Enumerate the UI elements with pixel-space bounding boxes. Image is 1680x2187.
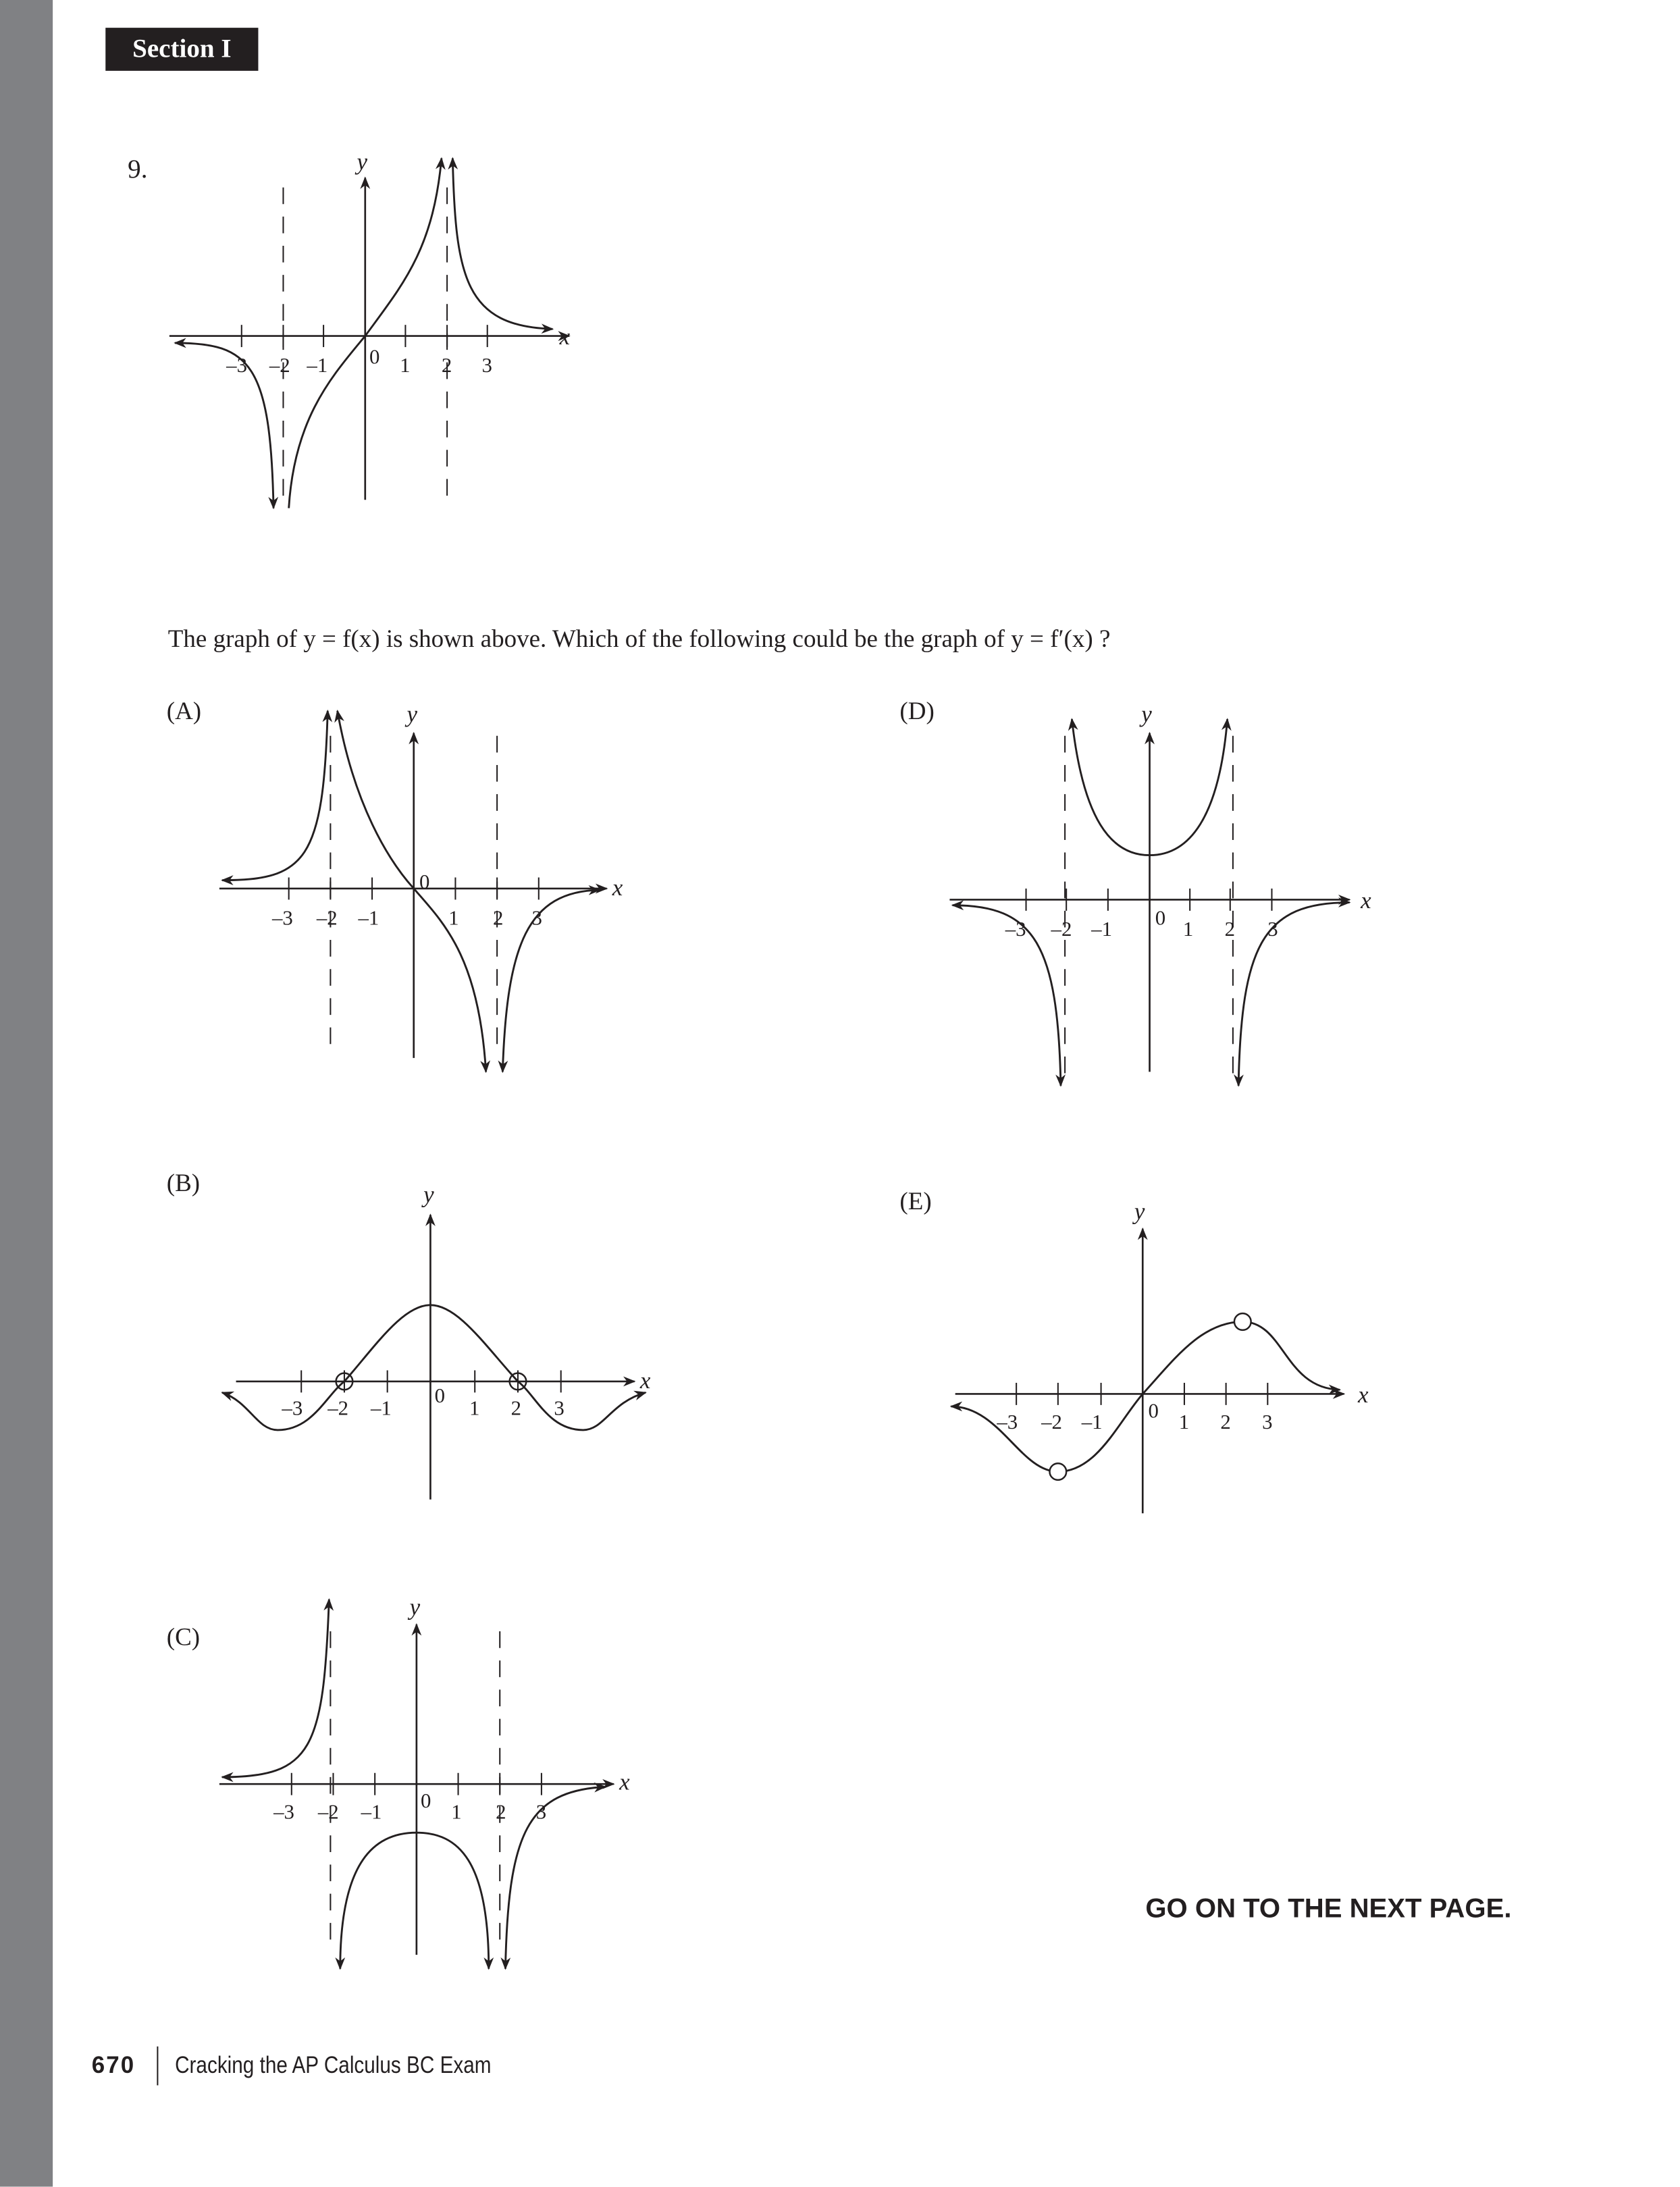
minimum-point-marker [1049, 1463, 1066, 1480]
axis-label: x [1361, 887, 1371, 914]
tick-label: –1 [307, 354, 328, 377]
axis-label: 1 [1182, 917, 1194, 941]
axis-label: 1 [469, 1396, 480, 1420]
tick-label: 3 [481, 354, 492, 377]
axis-label: 2 [496, 1800, 506, 1824]
function-curve [505, 1787, 605, 1968]
option-c-label: (C) [166, 1623, 201, 1651]
axis-label: –3 [273, 1800, 294, 1824]
axis-label: 3 [531, 906, 542, 930]
axis-label: –1 [1091, 917, 1113, 941]
axis-label: –2 [1051, 917, 1072, 941]
axis-label: 0 [1148, 1399, 1159, 1423]
axis-label: –2 [1041, 1410, 1062, 1433]
axis-label: –3 [997, 1410, 1018, 1433]
option-a-label: (A) [166, 697, 202, 725]
axis-label: –3 [272, 906, 293, 930]
function-curve [340, 1833, 489, 1969]
axis-label: 2 [492, 906, 504, 930]
function-curve [222, 1600, 329, 1777]
curve-left [175, 343, 273, 508]
graph-option-e[interactable] [951, 1198, 1368, 1513]
maximum-point-marker [1234, 1313, 1251, 1330]
axis-label: –1 [361, 1800, 382, 1824]
function-curve [502, 890, 600, 1072]
axis-label: 2 [1224, 917, 1235, 941]
axis-label: 0 [421, 1789, 431, 1813]
x-label: x [559, 323, 571, 350]
question-text: The graph of y = f(x) is shown above. Which of the following could be the graph of y = f′(x) ? [167, 625, 1111, 653]
y-label: y [357, 148, 367, 175]
tick-label: –3 [226, 354, 247, 377]
axis-label: 0 [1155, 906, 1166, 930]
axis-label: –2 [317, 1800, 339, 1824]
page-number: 670 [91, 2052, 136, 2079]
axis-label: 1 [1178, 1410, 1190, 1433]
graph-option-d[interactable] [949, 701, 1371, 1086]
curve-right [452, 158, 552, 329]
axis-label: x [639, 1367, 651, 1394]
axis-label: y [409, 1593, 421, 1621]
axis-label: –1 [371, 1396, 392, 1420]
axis-label: 3 [535, 1800, 547, 1824]
axis-label: 1 [448, 906, 459, 930]
tick-label: 2 [441, 354, 452, 377]
axis-label: x [1357, 1381, 1369, 1408]
function-curve [951, 1322, 1340, 1472]
axis-label: 1 [451, 1800, 462, 1824]
tick-label: –2 [269, 354, 290, 377]
axis-label: 3 [1267, 917, 1278, 941]
axis-label: x [612, 874, 623, 901]
graph-option-c[interactable] [219, 1593, 630, 1968]
axis-label: 2 [510, 1396, 522, 1420]
axis-label: –2 [327, 1396, 349, 1420]
axis-label: y [406, 701, 417, 728]
axis-label: –3 [1005, 917, 1026, 941]
question-number: 9. [128, 155, 148, 185]
tick-label: 1 [400, 354, 411, 377]
axis-label: –2 [316, 906, 338, 930]
function-curve [338, 711, 486, 1072]
axis-label: 2 [1220, 1410, 1231, 1433]
origin-label: 0 [369, 345, 380, 369]
option-b-label: (B) [166, 1169, 201, 1197]
axis-label: 3 [1262, 1410, 1273, 1433]
option-d-label: (D) [899, 697, 935, 725]
axis-label: y [423, 1181, 434, 1208]
graph-option-a[interactable] [219, 701, 623, 1072]
axis-label: 3 [554, 1396, 565, 1420]
footer-divider [157, 2047, 158, 2086]
axis-label: –3 [282, 1396, 303, 1420]
axis-label: y [1141, 701, 1152, 728]
graph-f [169, 149, 571, 508]
next-page-notice: GO ON TO THE NEXT PAGE. [1145, 1893, 1512, 1924]
axis-label: x [619, 1768, 630, 1795]
axis-label: –1 [1081, 1410, 1103, 1433]
function-curve [222, 711, 327, 880]
book-title: Cracking the AP Calculus BC Exam [175, 2052, 492, 2079]
section-badge: Section I [105, 28, 258, 71]
axis-label: –1 [358, 906, 379, 930]
axis-label: 0 [419, 870, 430, 893]
option-e-label: (E) [899, 1187, 932, 1215]
function-curve [1238, 903, 1349, 1086]
graph-option-b[interactable] [222, 1182, 651, 1500]
axis-label: y [1134, 1198, 1145, 1225]
axis-label: 0 [434, 1384, 446, 1407]
